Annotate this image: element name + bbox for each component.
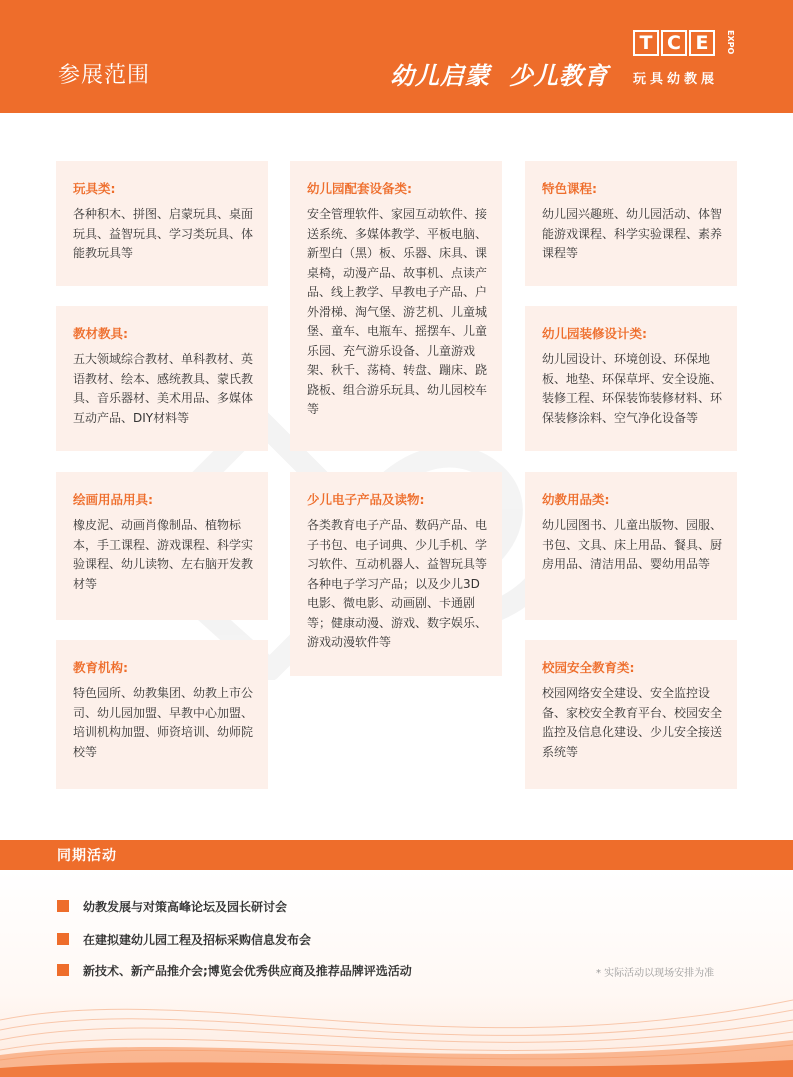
page-title: 参展范围 xyxy=(58,63,151,88)
category-card-teaching-aids xyxy=(56,306,268,451)
bullet-square-icon xyxy=(57,900,69,912)
category-card-toys xyxy=(56,161,268,286)
category-body: 校园网络安全建设、安全监控设备、家校安全教育平台、校园安全监控及信息化建设、少儿安全接送系统等 xyxy=(542,686,723,759)
category-body: 五大领域综合教材、单科教材、英语教材、绘本、感统教具、蒙氏教具、音乐器材、美术用品、多媒体互动产品、DIY材料等 xyxy=(73,352,254,425)
events-section-header xyxy=(0,840,793,870)
category-body: 幼儿园设计、环境创设、环保地板、地垫、环保草坪、安全设施、装修工程、环保装饰装修材料、环保装修涂料、空气净化设备等 xyxy=(542,352,723,425)
category-title: 玩具类: xyxy=(73,181,116,196)
category-title: 幼教用品类: xyxy=(542,492,610,507)
bullet-square-icon xyxy=(57,933,69,945)
category-card-kindergarten-decoration xyxy=(525,306,737,451)
event-item xyxy=(57,931,311,947)
event-text: 幼教发展与对策高峰论坛及园长研讨会 xyxy=(83,899,288,914)
category-title: 幼儿园装修设计类: xyxy=(542,326,647,341)
category-card-kindergarten-equipment xyxy=(290,161,502,451)
category-body: 幼儿园兴趣班、幼儿园活动、体智能游戏课程、科学实验课程、素养课程等 xyxy=(542,207,723,260)
category-card-kids-electronics xyxy=(290,472,502,676)
category-body: 橡皮泥、动画肖像制品、植物标本，手工课程、游戏课程、科学实验课程、幼儿读物、左右脑开发教材等 xyxy=(73,518,254,591)
bullet-square-icon xyxy=(57,964,69,976)
logo-letters xyxy=(633,30,715,56)
header-slogan: 幼儿启蒙 少儿教育 xyxy=(390,62,609,90)
category-card-campus-safety xyxy=(525,640,737,789)
events-footnote: * 实际活动以现场安排为准 xyxy=(596,968,715,979)
logo-letter-t: T xyxy=(633,30,659,56)
event-text: 新技术、新产品推介会;博览会优秀供应商及推荐品牌评选活动 xyxy=(83,963,412,978)
logo-letter-e: E xyxy=(689,30,715,56)
category-title: 教材教具: xyxy=(73,326,128,341)
category-body: 各种积木、拼图、启蒙玩具、桌面玩具、益智玩具、学习类玩具、体能教玩具等 xyxy=(73,207,254,260)
category-title: 绘画用品用具: xyxy=(73,492,153,507)
category-title: 教育机构: xyxy=(73,660,128,675)
category-title: 少儿电子产品及读物: xyxy=(307,492,425,507)
events-title: 同期活动 xyxy=(57,848,117,864)
category-card-special-courses xyxy=(525,161,737,286)
category-title: 幼儿园配套设备类: xyxy=(307,181,412,196)
tce-expo-logo xyxy=(633,30,743,92)
logo-chinese-name: 玩具幼教展 xyxy=(633,72,719,87)
category-body: 特色园所、幼教集团、幼教上市公司、幼儿园加盟、早教中心加盟、培训机构加盟、师资培训、幼师院校等 xyxy=(73,686,254,759)
category-card-education-orgs xyxy=(56,640,268,789)
logo-letter-c: C xyxy=(661,30,687,56)
header-banner xyxy=(0,0,793,113)
event-text: 在建拟建幼儿园工程及招标采购信息发布会 xyxy=(83,932,312,947)
category-title: 特色课程: xyxy=(542,181,597,196)
category-body: 幼儿园图书、儿童出版物、园服、书包、文具、床上用品、餐具、厨房用品、清洁用品、婴幼用品等 xyxy=(542,518,723,571)
event-item xyxy=(57,962,412,978)
category-card-preschool-supplies xyxy=(525,472,737,620)
category-body: 各类教育电子产品、数码产品、电子书包、电子词典、少儿手机、学习软件、互动机器人、益智玩具等各种电子学习产品；以及少儿3D电影、微电影、动画剧、卡通剧等；健康动漫、游戏、数字娱乐、游戏动漫软件等 xyxy=(307,518,488,649)
category-card-painting-supplies xyxy=(56,472,268,620)
event-item xyxy=(57,898,287,914)
category-body: 安全管理软件、家园互动软件、接送系统、多媒体教学、平板电脑、新型白（黑）板、乐器、床具、课桌椅，动漫产品、故事机、点读产品、线上教学、早教电子产品、户外滑梯、淘气堡、游艺机、儿童城堡、童车、电瓶车、摇摆车、儿童乐园、充气游乐设备、儿童游戏架、秋千、荡椅、转盘、蹦床、跷跷板、组合游乐玩具、幼儿园校车等 xyxy=(307,207,488,416)
logo-expo-text: EXPO xyxy=(726,30,735,55)
category-title: 校园安全教育类: xyxy=(542,660,635,675)
